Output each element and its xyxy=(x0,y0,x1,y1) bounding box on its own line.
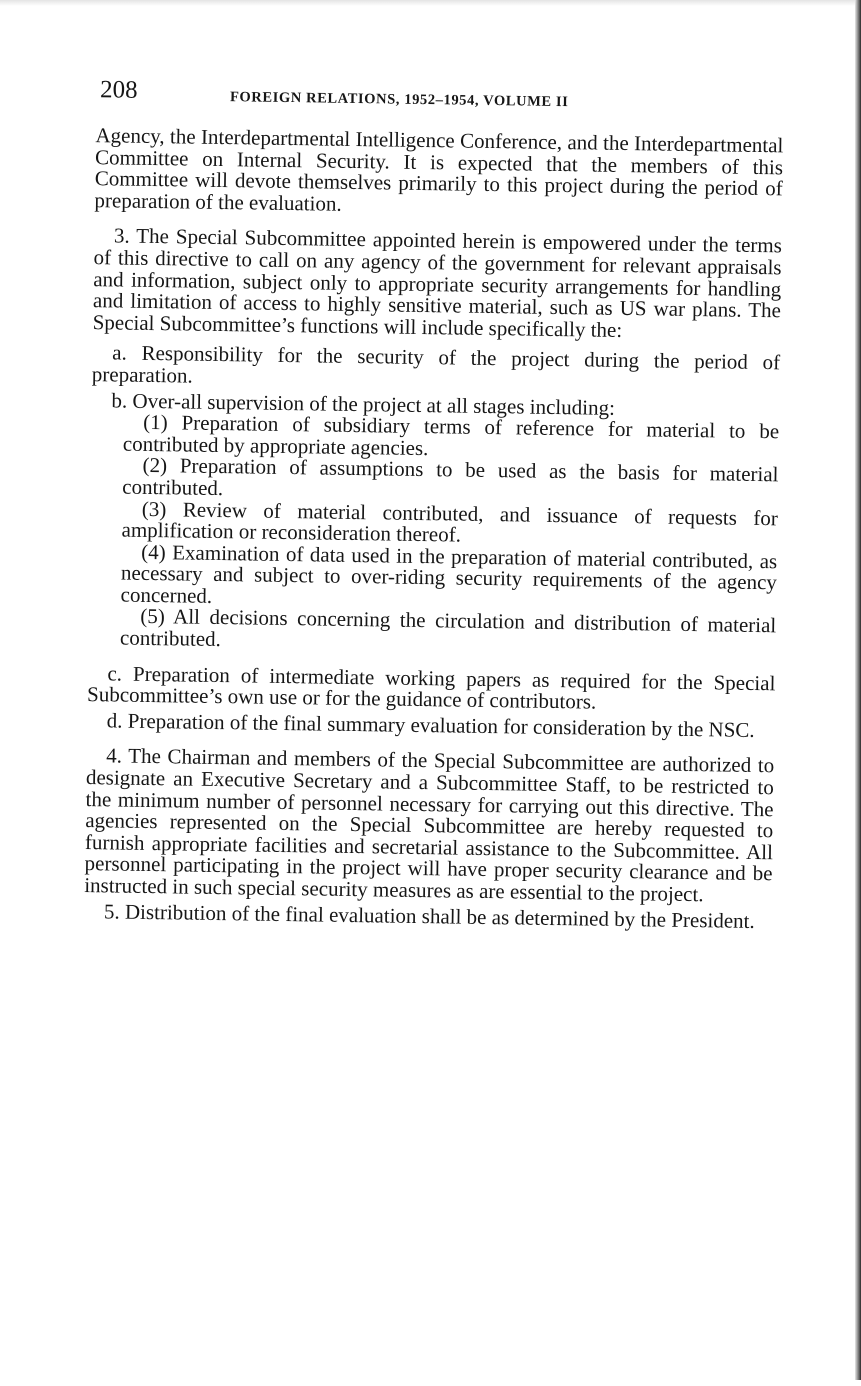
paragraph-5: 5. Distribution of the final evaluation shall be as determined by the President. xyxy=(103,898,755,933)
running-head xyxy=(100,75,780,119)
paragraph-3: 3. The Special Subcommittee appointed herein is empowered under the terms of this directive to call on any agency of the government for relevant appraisals and information, subject only to appropriate security arrangements for handling and limitation of access to highly sensitive material, such as US war plans. The Special Subcommittee’s functions will include specifically the: xyxy=(92,223,783,342)
running-head-title: FOREIGN RELATIONS, 1952–1954, VOLUME II xyxy=(229,89,569,111)
paragraph-4: 4. The Chairman and members of the Special Subcommittee are authorized to designate an Executive Secretary and a Subcommittee Staff, to be restricted to the minimum number of personnel necessary for carrying out this directive. The agencies represented on the Special Subcommittee are hereby requested to furnish appropriate facilities and secretarial assistance to the Subcommittee. All personnel participating in the project will have proper security clearance and be instructed in such special security measures as are essential to the project. xyxy=(84,743,775,907)
item-d: d. Preparation of the final summary evaluation for consideration by the NSC. xyxy=(106,708,755,742)
page-number: 208 xyxy=(99,76,138,104)
item-c: c. Preparation of intermediate working papers as required for the Special Subcommittee’s own use or for the guidance of contributors. xyxy=(86,661,776,714)
item-b: b. Over-all supervision of the project at all stages including: xyxy=(111,387,616,420)
item-b3: (3) Review of material contributed, and issuance of requests for amplification or reconsideration thereof. xyxy=(121,496,779,547)
continuation-paragraph: Agency, the Interdepartmental Intelligence Conference, and the Interdepartmental Committee on Internal Security. It is expected that the members of this Committee will devote themselves primarily to this project during the period of preparation of the evaluation. xyxy=(94,123,784,216)
item-b5: (5) All decisions concerning the circulation and distribution of material contributed. xyxy=(119,604,777,652)
body-text xyxy=(84,125,784,932)
item-b4: (4) Examination of data used in the preparation of material contributed, as necessary and subject to over-riding security requirements of the agency concerned. xyxy=(120,539,778,608)
item-b1: (1) Preparation of subsidiary terms of reference for material to be contributed by appropriate agencies. xyxy=(122,409,780,460)
item-a: a. Responsibility for the security of the project during the period of preparation. xyxy=(91,340,781,388)
item-b2: (2) Preparation of assumptions to be used as the basis for material contributed. xyxy=(122,453,779,500)
